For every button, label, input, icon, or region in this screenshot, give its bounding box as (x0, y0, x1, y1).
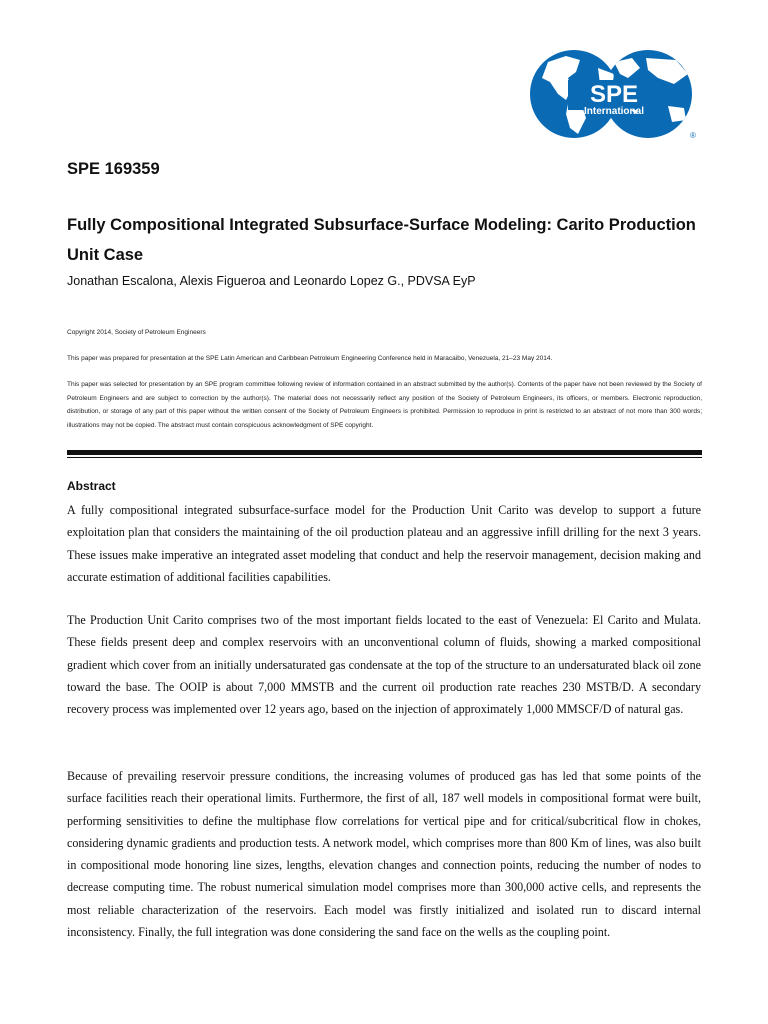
paper-title: Fully Compositional Integrated Subsurface-Surface Modeling: Carito Production Unit Case (67, 216, 696, 264)
abstract-paragraph-2: The Production Unit Carito comprises two of the most important fields located to the east of Venezuela: El Carito and Mulata. These fields present deep and complex reservoirs with an unconventional column of fluids, showing a marked compositional gradient which cover from an initially undersaturated gas condensate at the top of the structure to an undersaturated black oil zone toward the base. The OOIP is about 7,000 MMSTB and the current oil production rate reaches 230 MSTB/D. A secondary recovery process was implemented over 12 years ago, based on the injection of approximately 1,000 MMSCF/D of natural gas. (67, 613, 701, 717)
copyright-notice: Copyright 2014, Society of Petroleum Engineers (67, 329, 206, 336)
abstract-paragraph-3: Because of prevailing reservoir pressure conditions, the increasing volumes of produced gas has led that some points of the surface facilities reach their operational limits. Furthermore, the first of all, 187 well models in compositional format were built, performing sensitivities to define the multiphase flow correlations for vertical pipe and for critical/subcritical flow in chokes, considering dynamic gradients and production tests. A network model, which comprises more than 800 Km of lines, was also built in compositional mode honoring line sizes, lengths, elevation changes and connection points, reducing the number of nodes to decrease computing time. The robust numerical simulation model comprises more than 300,000 active cells, and represents the most reliable characterization of the reservoirs. Each model was firstly initialized and isolated run to discard internal inconsistency. Finally, the full integration was done considering the sand face on the wells as the coupling point. (67, 769, 701, 940)
presentation-notice: This paper was prepared for presentation at the SPE Latin American and Caribbean Petroleum Engineering Conference held in Maracaibo, Venezuela, 21–23 May 2014. (67, 355, 553, 362)
review-disclaimer: This paper was selected for presentation by an SPE program committee following review of information contained in an abstract submitted by the author(s). Contents of the paper have not been reviewed by the Society of Petroleum Engineers and are subject to correction by the author(s). The material does not necessarily reflect any position of the Society of Petroleum Engineers, its officers, or members. Electronic reproduction, distribution, or storage of any part of this paper without the written consent of the Society of Petroleum Engineers is prohibited. Permission to reproduce in print is restricted to an abstract of not more than 300 words; illustrations may not be copied. The abstract must contain conspicuous acknowledgment of SPE copyright. (67, 381, 702, 429)
abstract-heading: Abstract (67, 479, 116, 493)
registered-mark: ® (690, 131, 696, 140)
spe-logo (528, 48, 698, 140)
abstract-paragraph-1: A fully compositional integrated subsurface-surface model for the Production Unit Carito was develop to support a future exploitation plan that considers the maintaining of the oil production plateau and an aggressive infill drilling for the next 3 years. These issues make imperative an integrated asset modeling that conduct and help the reservoir management, decision making and accurate estimation of additional facilities capabilities. (67, 503, 701, 584)
logo-text-international: International (583, 106, 645, 117)
section-divider (67, 450, 702, 455)
paper-number: SPE 169359 (67, 160, 160, 178)
authors: Jonathan Escalona, Alexis Figueroa and Leonardo Lopez G., PDVSA EyP (67, 274, 476, 288)
logo-text-spe: SPE (589, 81, 639, 108)
spe-globe-icon (528, 48, 698, 140)
